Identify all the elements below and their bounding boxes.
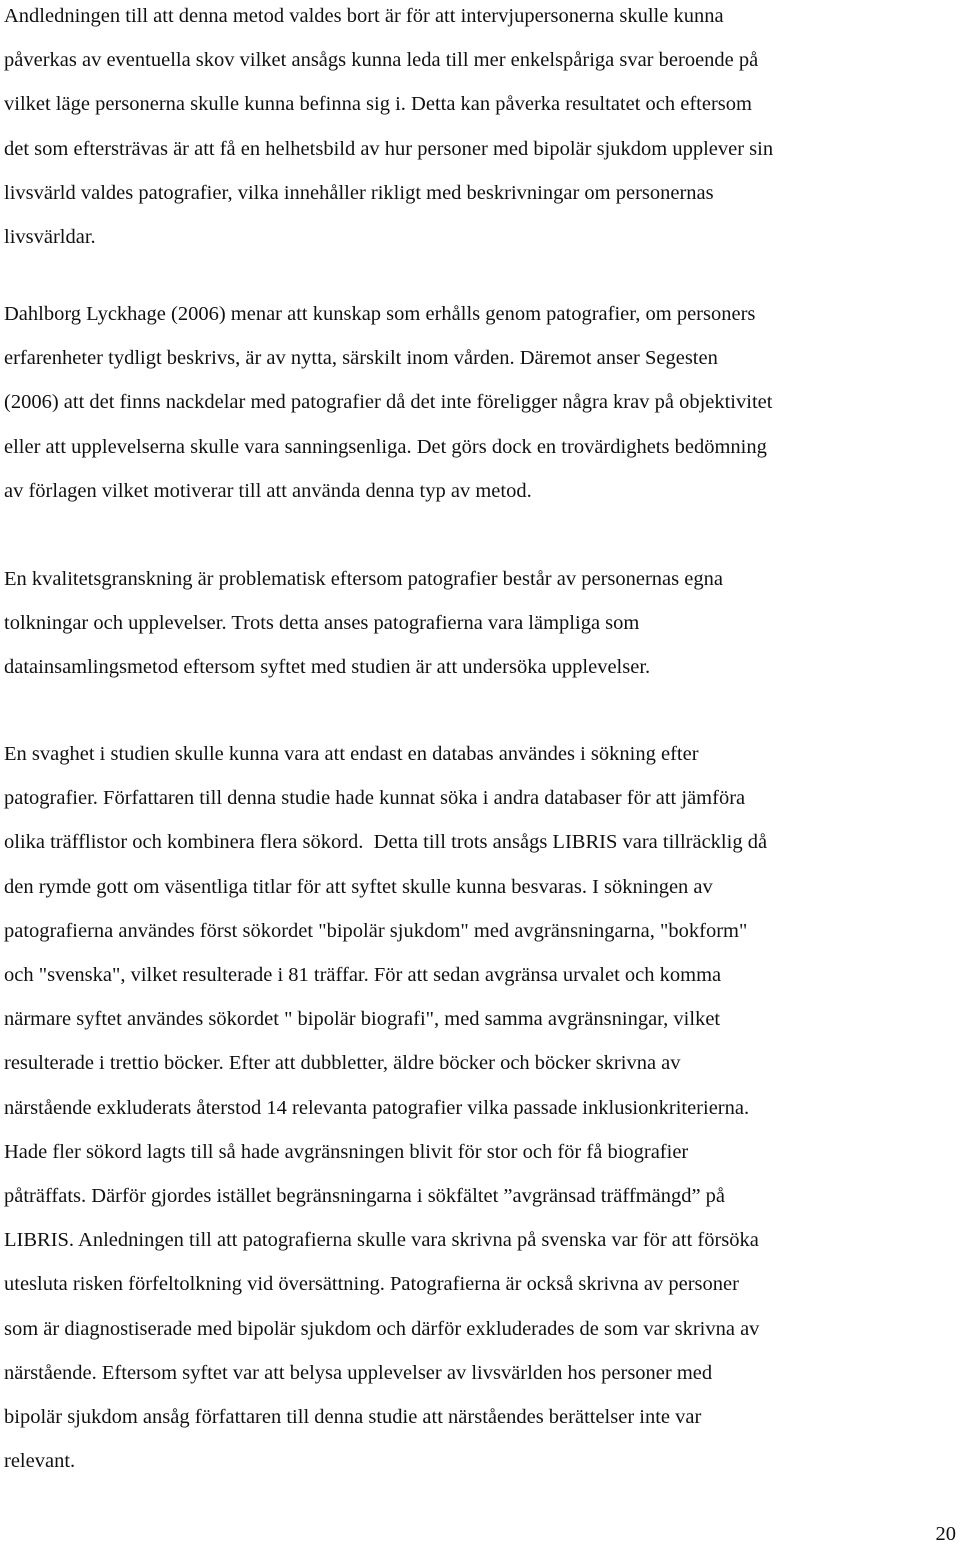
text-line: närstående. Eftersom syftet var att belysa upplevelser av livsvärlden hos personer med <box>4 1361 713 1384</box>
text-line: den rymde gott om väsentliga titlar för att syftet skulle kunna besvaras. I sökningen av <box>4 875 713 898</box>
text-line: LIBRIS. Anledningen till att patografierna skulle vara skrivna på svenska var för att försöka <box>4 1229 759 1252</box>
text-line: Dahlborg Lyckhage (2006) menar att kunskap som erhålls genom patografier, om personers <box>4 303 756 325</box>
text-line: som är diagnostiserade med bipolär sjukdom och därför exkluderades de som var skrivna av <box>4 1317 760 1340</box>
text-line: Andledningen till att denna metod valdes bort är för att intervjupersonerna skulle kunna <box>4 5 724 27</box>
text-line: eller att upplevelserna skulle vara sanningsenliga. Det görs dock en trovärdighets bedömning <box>4 435 767 458</box>
text-line: påverkas av eventuella skov vilket ansågs kunna leda till mer enkelspåriga svar beroende på <box>4 49 759 72</box>
text-line: datainsamlingsmetod eftersom syftet med studien är att undersöka upplevelser. <box>4 656 651 679</box>
text-line: (2006) att det finns nackdelar med patografier då det inte föreligger några krav på objektivitet <box>4 391 773 414</box>
text-line: livsvärld valdes patografier, vilka innehåller rikligt med beskrivningar om personernas <box>4 181 714 204</box>
text-line: och "svenska", vilket resulterade i 81 träffar. För att sedan avgränsa urvalet och komma <box>4 964 722 986</box>
text-line: En kvalitetsgranskning är problematisk eftersom patografier består av personernas egna <box>4 568 723 590</box>
text-line: närstående exkluderats återstod 14 relevanta patografier vilka passade inklusionkriterierna. <box>4 1096 750 1119</box>
text-line: av förlagen vilket motiverar till att använda denna typ av metod. <box>4 479 532 502</box>
text-line: det som eftersträvas är att få en helhetsbild av hur personer med bipolär sjukdom upplever sin <box>4 137 774 160</box>
text-line: En svaghet i studien skulle kunna vara att endast en databas användes i sökning efter <box>4 743 699 765</box>
text-line: utesluta risken förfeltolkning vid översättning. Patografierna är också skrivna av personer <box>4 1273 739 1296</box>
text-line: patografier. Författaren till denna studie hade kunnat söka i andra databaser för att jämföra <box>4 787 746 810</box>
text-line: livsvärldar. <box>4 226 96 248</box>
text-line: tolkningar och upplevelser. Trots detta anses patografierna vara lämpliga som <box>4 612 640 635</box>
text-line: erfarenheter tydligt beskrivs, är av nytta, särskilt inom vården. Däremot anser Segesten <box>4 347 718 370</box>
text-line: vilket läge personerna skulle kunna befinna sig i. Detta kan påverka resultatet och eftersom <box>4 93 752 116</box>
text-line: resulterade i trettio böcker. Efter att dubbletter, äldre böcker och böcker skrivna av <box>4 1052 681 1075</box>
text-line: bipolär sjukdom ansåg författaren till denna studie att närståendes berättelser inte var <box>4 1406 702 1428</box>
text-line: påträffats. Därför gjordes istället begränsningarna i sökfältet ”avgränsad träffmängd” på <box>4 1185 726 1207</box>
text-line: patografierna användes först sökordet "bipolär sjukdom" med avgränsningarna, "bokform" <box>4 919 748 942</box>
text-line: relevant. <box>4 1450 76 1473</box>
text-line: närmare syftet användes sökordet " bipolär biografi", med samma avgränsningar, vilket <box>4 1008 721 1031</box>
text-line: olika träfflistor och kombinera flera sökord. Detta till trots ansågs LIBRIS vara tillräcklig då <box>4 831 768 854</box>
text-line: Hade fler sökord lagts till så hade avgränsningen blivit för stor och för få biografier <box>4 1140 689 1163</box>
page-number: 20 <box>935 1523 956 1545</box>
